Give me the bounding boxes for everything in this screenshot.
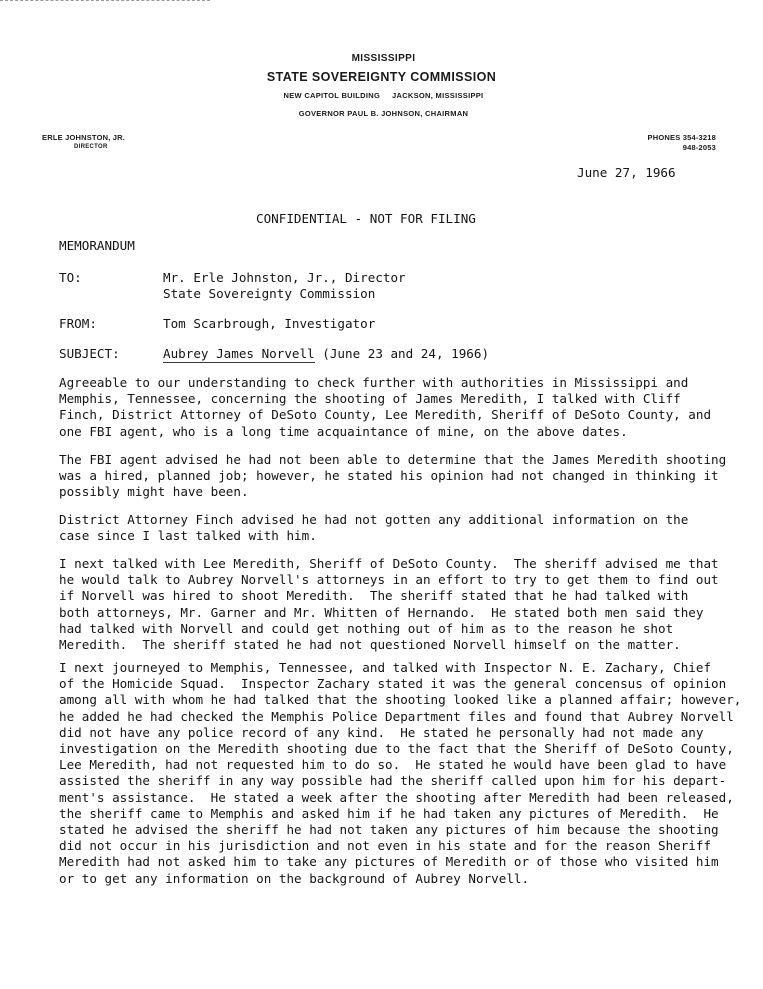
confidential-heading: CONFIDENTIAL - NOT FOR FILING xyxy=(256,211,476,226)
paragraph-line: or to get any information on the background of Aubrey Norvell. xyxy=(59,870,530,886)
director-name: ERLE JOHNSTON, JR. xyxy=(42,133,126,142)
subject-dates: (June 23 and 24, 1966) xyxy=(314,346,490,361)
from-label: FROM: xyxy=(59,316,97,331)
to-label: TO: xyxy=(59,270,82,285)
paragraph-line: both attorneys, Mr. Garner and Mr. Whitten of Hernando. He stated both men said they xyxy=(59,604,704,620)
paragraph-line: Memphis, Tennessee, concerning the shooting of James Meredith, I talked with Cliff xyxy=(59,391,681,407)
paragraph-line: one FBI agent, who is a long time acquaintance of mine, on the above dates. xyxy=(59,423,628,439)
paragraph-line: was a hired, planned job; however, he stated his opinion had not changed in thinking it xyxy=(59,468,719,484)
paragraph-3 xyxy=(59,512,749,544)
phones-line-2: 948-2053 xyxy=(682,143,716,152)
paragraph-line: possibly might have been. xyxy=(59,484,249,500)
paragraph-line: Finch, District Attorney of DeSoto County, Lee Meredith, Sheriff of DeSoto County, and xyxy=(59,407,712,423)
paragraph-line: stated he advised the sheriff he had not taken any pictures of him because the shooting xyxy=(59,822,719,838)
letterhead-address: NEW CAPITOL BUILDING JACKSON, MISSISSIPPI xyxy=(283,91,484,100)
paragraph-line: he added he had checked the Memphis Police Department files and found that Aubrey Norvell xyxy=(59,708,734,724)
to-line-2: State Sovereignty Commission xyxy=(163,286,376,301)
from-value: Tom Scarbrough, Investigator xyxy=(163,316,376,331)
paragraph-line: I next journeyed to Memphis, Tennessee, and talked with Inspector N. E. Zachary, Chief xyxy=(59,660,712,675)
director-title: DIRECTOR xyxy=(74,144,108,150)
letterhead-commission: STATE SOVEREIGNTY COMMISSION xyxy=(266,70,497,84)
paragraph-line: among all with whom he had talked that the shooting looked like a planned affair; however, xyxy=(59,692,742,708)
paragraph-line: investigation on the Meredith shooting due to the fact that the Sheriff of DeSoto County, xyxy=(59,741,734,757)
paragraph-line: Agreeable to our understanding to check further with authorities in Mississippi and xyxy=(59,375,689,390)
letterhead-governor: GOVERNOR PAUL B. JOHNSON, CHAIRMAN xyxy=(298,109,469,118)
paragraph-line: did not have any police record of any kind. He stated he personally had not made any xyxy=(59,724,704,740)
paragraph-line: assisted the sheriff in any way possible had the sheriff called upon him for his depart- xyxy=(59,773,727,789)
paragraph-line: I next talked with Lee Meredith, Sheriff of DeSoto County. The sheriff advised me that xyxy=(59,556,719,571)
paragraph-4 xyxy=(59,556,749,653)
paragraph-line: of the Homicide Squad. Inspector Zachary stated it was the general concensus of opinion xyxy=(59,676,727,692)
paragraph-line: District Attorney Finch advised he had not gotten any additional information on the xyxy=(59,512,689,527)
memo-date: June 27, 1966 xyxy=(577,165,676,180)
to-line-1: Mr. Erle Johnston, Jr., Director xyxy=(163,270,406,285)
letterhead-director-block xyxy=(42,133,152,150)
paragraph-5 xyxy=(59,660,749,887)
memorandum-heading: MEMORANDUM xyxy=(59,238,135,253)
to-value xyxy=(163,270,406,302)
paragraph-line: Meredith. The sheriff stated he had not questioned Norvell himself on the matter. xyxy=(59,637,681,653)
scan-edge-dashes xyxy=(0,0,210,3)
letterhead-phones-block xyxy=(648,133,716,152)
subject-label: SUBJECT: xyxy=(59,346,120,361)
paragraph-line: did not occur in his jurisdiction and not even in his state and for the reason Sheriff xyxy=(59,838,712,854)
paragraph-line: if Norvell was hired to shoot Meredith. The sheriff stated that he had talked with xyxy=(59,588,689,604)
paragraph-line: he would talk to Aubrey Norvell's attorneys in an effort to try to get them to find out xyxy=(59,572,719,588)
paragraph-line: the sheriff came to Memphis and asked him if he had taken any pictures of Meredith. He xyxy=(59,805,719,821)
subject-value xyxy=(163,346,489,362)
paragraph-line: case since I last talked with him. xyxy=(59,528,317,544)
letterhead-state: MISSISSIPPI xyxy=(351,53,416,64)
paragraph-line: The FBI agent advised he had not been able to determine that the James Meredith shooting xyxy=(59,452,727,467)
phones-line-1: PHONES 354-3218 xyxy=(647,133,716,142)
paragraph-line: ment's assistance. He stated a week after the shooting after Meredith had been released, xyxy=(59,789,734,805)
paragraph-line: Lee Meredith, had not requested him to do so. He stated he would have been glad to have xyxy=(59,757,727,773)
subject-name: Aubrey James Norvell xyxy=(163,346,315,361)
paragraph-2 xyxy=(59,452,749,501)
paragraph-line: Meredith had not asked him to take any pictures of Meredith or of those who visited him xyxy=(59,854,719,870)
paragraph-line: had talked with Norvell and could get nothing out of him as to the reason he shot xyxy=(59,620,674,636)
paragraph-1 xyxy=(59,375,749,440)
